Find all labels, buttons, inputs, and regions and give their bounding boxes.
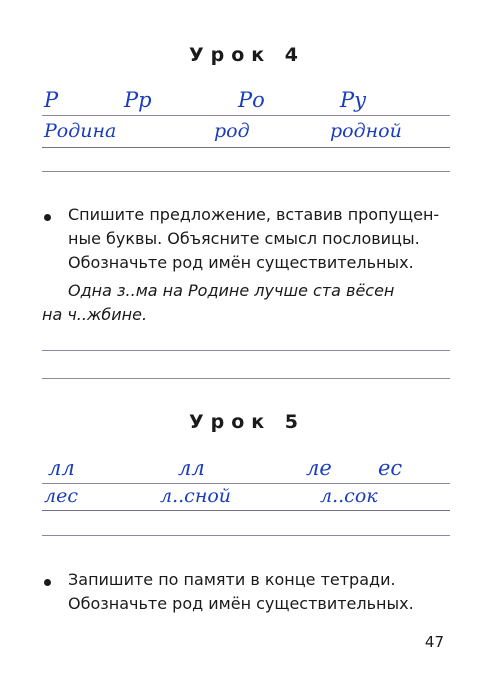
cursive-word: родной bbox=[330, 120, 402, 142]
cursive-word: лес bbox=[44, 485, 78, 507]
cursive-letter: ле bbox=[306, 456, 332, 480]
cursive-letter: лл bbox=[178, 456, 205, 480]
cursive-word: л..сной bbox=[160, 485, 232, 507]
rule-line bbox=[42, 115, 450, 116]
bullet-icon bbox=[44, 214, 51, 221]
rule-line bbox=[42, 483, 450, 484]
writing-line bbox=[42, 350, 450, 351]
task-line: Обозначьте род имён существительных. bbox=[68, 253, 414, 272]
writing-line bbox=[42, 378, 450, 379]
bullet-icon bbox=[44, 579, 51, 586]
rule-line bbox=[42, 171, 450, 172]
proverb-line: Одна з..ма на Родине лучше ста вёсен bbox=[68, 281, 395, 300]
task-line: Запишите по памяти в конце тетради. bbox=[68, 570, 396, 589]
rule-line bbox=[42, 510, 450, 511]
lesson-5-title: Урок 5 bbox=[188, 411, 306, 433]
rule-line bbox=[42, 147, 450, 148]
cursive-letter: Р bbox=[44, 88, 59, 112]
proverb-line: на ч..жбине. bbox=[42, 305, 148, 324]
task-line: Спишите предложение, вставив пропущен- bbox=[68, 205, 440, 224]
task-line: Обозначьте род имён существительных. bbox=[68, 594, 414, 613]
cursive-word: род bbox=[214, 120, 250, 142]
cursive-letter: ес bbox=[378, 456, 403, 480]
cursive-letter: Ро bbox=[238, 88, 265, 112]
lesson-4-title: Урок 4 bbox=[188, 44, 306, 66]
cursive-letter: Ру bbox=[340, 88, 367, 112]
cursive-word: л..сок bbox=[320, 485, 378, 507]
task-line: ные буквы. Объясните смысл пословицы. bbox=[68, 229, 420, 248]
page-number: 47 bbox=[424, 633, 444, 651]
cursive-word: Родина bbox=[44, 120, 117, 142]
cursive-letter: Рр bbox=[124, 88, 152, 112]
rule-line bbox=[42, 535, 450, 536]
cursive-letter: лл bbox=[48, 456, 75, 480]
